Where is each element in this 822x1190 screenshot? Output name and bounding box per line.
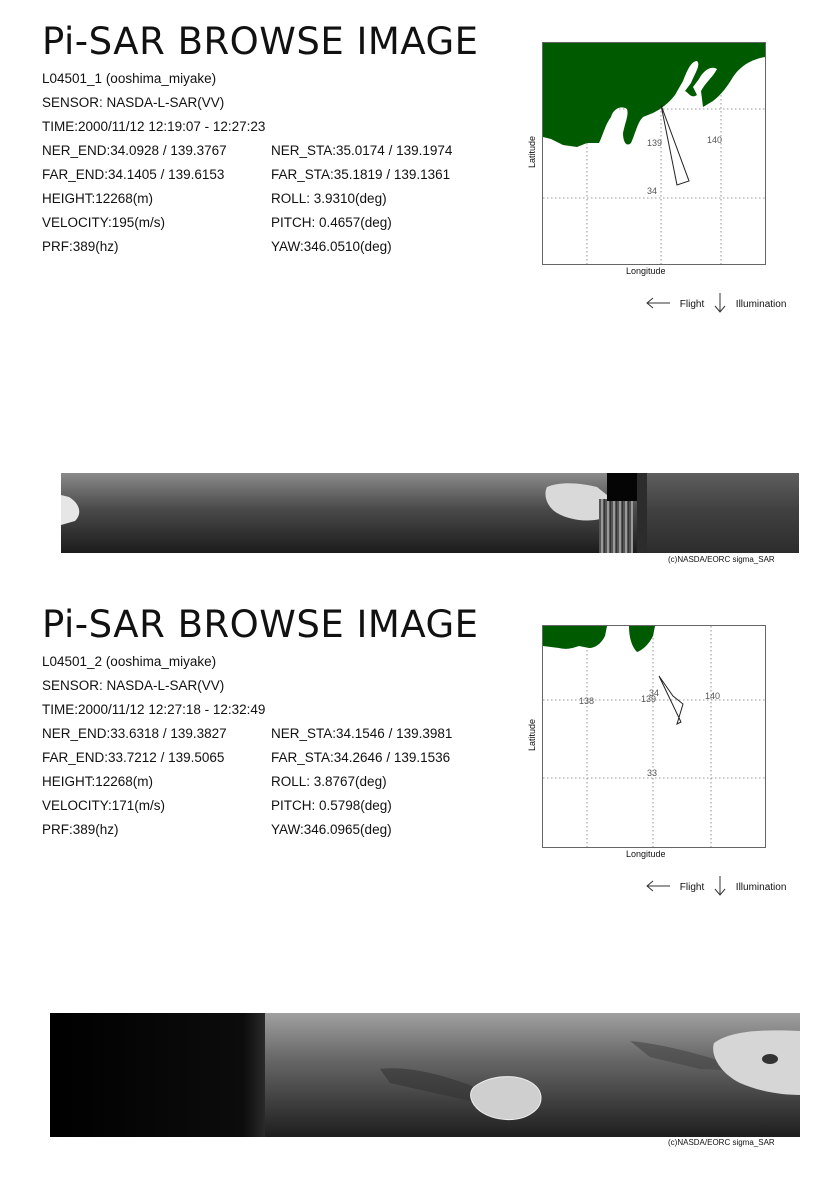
location-map [542, 625, 766, 848]
far-sta-text: FAR_STA:34.2646 / 139.1536 [271, 750, 451, 765]
flight-legend [645, 875, 786, 900]
flight-label: Flight [679, 299, 705, 310]
roll-text: ROLL: 3.8767(deg) [271, 774, 387, 789]
copyright-credit: (c)NASDA/EORC sigma_SAR [668, 1138, 775, 1147]
height-text: HEIGHT:12268(m) [42, 191, 154, 206]
sensor-text: SENSOR: NASDA-L-SAR(VV) [42, 678, 225, 693]
pitch-text: PITCH: 0.5798(deg) [271, 798, 392, 813]
sensor-text: SENSOR: NASDA-L-SAR(VV) [42, 95, 225, 110]
far-end-text: FAR_END:33.7212 / 139.5065 [42, 750, 225, 765]
grid-label-140: 140 [705, 691, 721, 701]
yaw-text: YAW:346.0965(deg) [271, 822, 392, 837]
illumination-label: Illumination [735, 882, 787, 893]
grid-label-139: 139 [647, 138, 663, 148]
longitude-label: Longitude [626, 849, 666, 859]
far-sta-text: FAR_STA:35.1819 / 139.1361 [271, 167, 451, 182]
pitch-text: PITCH: 0.4657(deg) [271, 215, 392, 230]
prf-text: PRF:389(hz) [42, 822, 119, 837]
far-end-text: FAR_END:34.1405 / 139.6153 [42, 167, 225, 182]
arrow-left-icon [645, 879, 671, 896]
flight-label: Flight [679, 882, 705, 893]
height-text: HEIGHT:12268(m) [42, 774, 154, 789]
land-mass [543, 43, 765, 147]
ner-end-text: NER_END:34.0928 / 139.3767 [42, 143, 227, 158]
arrow-down-icon [713, 292, 727, 317]
grid-label-138: 138 [579, 696, 595, 706]
location-map [542, 42, 766, 265]
grid-label-33: 33 [647, 768, 658, 778]
ner-end-text: NER_END:33.6318 / 139.3827 [42, 726, 227, 741]
grid-label-140: 140 [707, 135, 723, 145]
velocity-text: VELOCITY:171(m/s) [42, 798, 166, 813]
land-mass [543, 626, 607, 649]
time-text: TIME:2000/11/12 12:19:07 - 12:27:23 [42, 119, 266, 134]
illumination-label: Illumination [735, 299, 787, 310]
grid-label-139: 139 [641, 694, 657, 704]
swath-outline [661, 105, 689, 185]
latitude-label: Latitude [527, 718, 537, 751]
roll-text: ROLL: 3.9310(deg) [271, 191, 387, 206]
latitude-label: Latitude [527, 135, 537, 168]
land-mass [629, 626, 655, 652]
prf-text: PRF:389(hz) [42, 239, 119, 254]
ner-sta-text: NER_STA:34.1546 / 139.3981 [271, 726, 453, 741]
sar-browse-strip [61, 473, 799, 553]
scene-id: L04501_2 (ooshima_miyake) [42, 654, 217, 669]
page-title: Pi-SAR BROWSE IMAGE [42, 20, 479, 63]
flight-legend [645, 292, 786, 317]
longitude-label: Longitude [626, 266, 666, 276]
grid-label-34: 34 [647, 186, 658, 196]
copyright-credit: (c)NASDA/EORC sigma_SAR [668, 555, 775, 564]
yaw-text: YAW:346.0510(deg) [271, 239, 392, 254]
time-text: TIME:2000/11/12 12:27:18 - 12:32:49 [42, 702, 266, 717]
scene-id: L04501_1 (ooshima_miyake) [42, 71, 217, 86]
browse-sheet-2 [0, 583, 822, 1178]
map-grid [543, 626, 765, 847]
grid-label-34: 34 [649, 688, 660, 698]
velocity-text: VELOCITY:195(m/s) [42, 215, 166, 230]
sar-browse-strip [50, 1013, 800, 1137]
ner-sta-text: NER_STA:35.0174 / 139.1974 [271, 143, 453, 158]
arrow-down-icon [713, 875, 727, 900]
arrow-left-icon [645, 296, 671, 313]
page-title: Pi-SAR BROWSE IMAGE [42, 603, 479, 646]
